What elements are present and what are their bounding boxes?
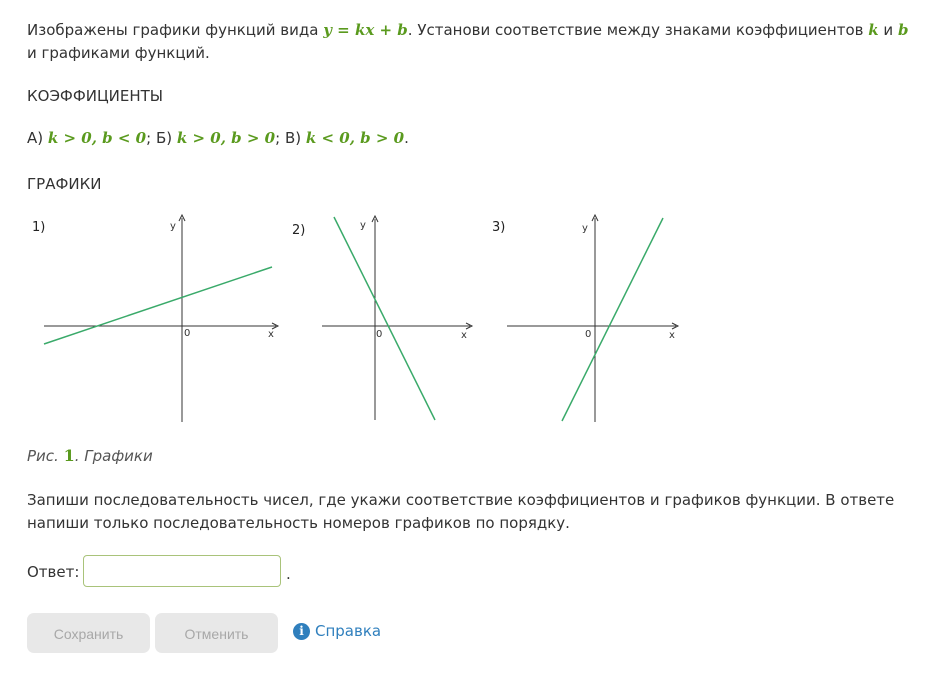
help-label: Справка bbox=[315, 622, 382, 640]
graph-number-2: 2) bbox=[292, 223, 306, 238]
var-b: b bbox=[897, 21, 909, 39]
function-line bbox=[562, 218, 663, 421]
cancel-button[interactable]: Отменить bbox=[155, 613, 278, 653]
graph-3 bbox=[507, 215, 678, 422]
option-sep: ; bbox=[146, 129, 156, 147]
answer-trailing-dot: . bbox=[286, 565, 291, 583]
save-button[interactable]: Сохранить bbox=[27, 613, 150, 653]
x-axis-label: x bbox=[669, 330, 675, 341]
caption-suffix: . Графики bbox=[74, 447, 153, 465]
x-axis-label: x bbox=[268, 329, 274, 340]
option-label-a: А) bbox=[27, 129, 48, 147]
origin-label: 0 bbox=[184, 328, 191, 339]
info-icon: i bbox=[293, 623, 310, 640]
y-axis-label: y bbox=[170, 221, 176, 232]
graphs-heading: ГРАФИКИ bbox=[27, 175, 102, 193]
instruction-text: Запиши последовательность чисел, где укажи соответствие коэффициентов и графиков функции. В ответе напиши только последовательность номеров графиков по порядку. bbox=[27, 491, 895, 532]
var-k: k bbox=[868, 21, 879, 39]
formula-linear: y = kx + b bbox=[323, 21, 408, 39]
intro-text: Изображены графики функций вида bbox=[27, 21, 324, 39]
origin-label: 0 bbox=[585, 329, 592, 340]
caption-prefix: Рис. bbox=[27, 447, 64, 465]
answer-input[interactable] bbox=[83, 555, 281, 587]
caption-number: 1 bbox=[63, 446, 75, 465]
option-formula-v: k < 0, b > 0 bbox=[305, 129, 405, 147]
function-line bbox=[44, 267, 272, 344]
intro-text: и графиками функций. bbox=[27, 44, 210, 62]
option-formula-b: k > 0, b > 0 bbox=[176, 129, 276, 147]
option-label-v: В) bbox=[284, 129, 306, 147]
x-axis-label: x bbox=[461, 330, 467, 341]
graph-number-3: 3) bbox=[492, 220, 506, 235]
graph-2 bbox=[322, 216, 472, 420]
y-axis-label: y bbox=[360, 220, 366, 231]
option-sep: ; bbox=[275, 129, 285, 147]
graph-1 bbox=[44, 215, 278, 422]
y-axis-label: y bbox=[582, 223, 588, 234]
option-sep: . bbox=[404, 129, 409, 147]
intro-text: и bbox=[878, 21, 898, 39]
help-link[interactable] bbox=[293, 622, 381, 640]
origin-label: 0 bbox=[376, 329, 383, 340]
intro-text: . Установи соответствие между знаками коэффициентов bbox=[407, 21, 869, 39]
figure-caption bbox=[27, 446, 153, 465]
answer-label: Ответ: bbox=[27, 563, 80, 581]
option-label-b: Б) bbox=[155, 129, 177, 147]
coefficients-heading: КОЭФФИЦИЕНТЫ bbox=[27, 87, 163, 105]
function-line bbox=[334, 217, 435, 420]
option-formula-a: k > 0, b < 0 bbox=[47, 129, 147, 147]
graph-number-1: 1) bbox=[32, 220, 46, 235]
